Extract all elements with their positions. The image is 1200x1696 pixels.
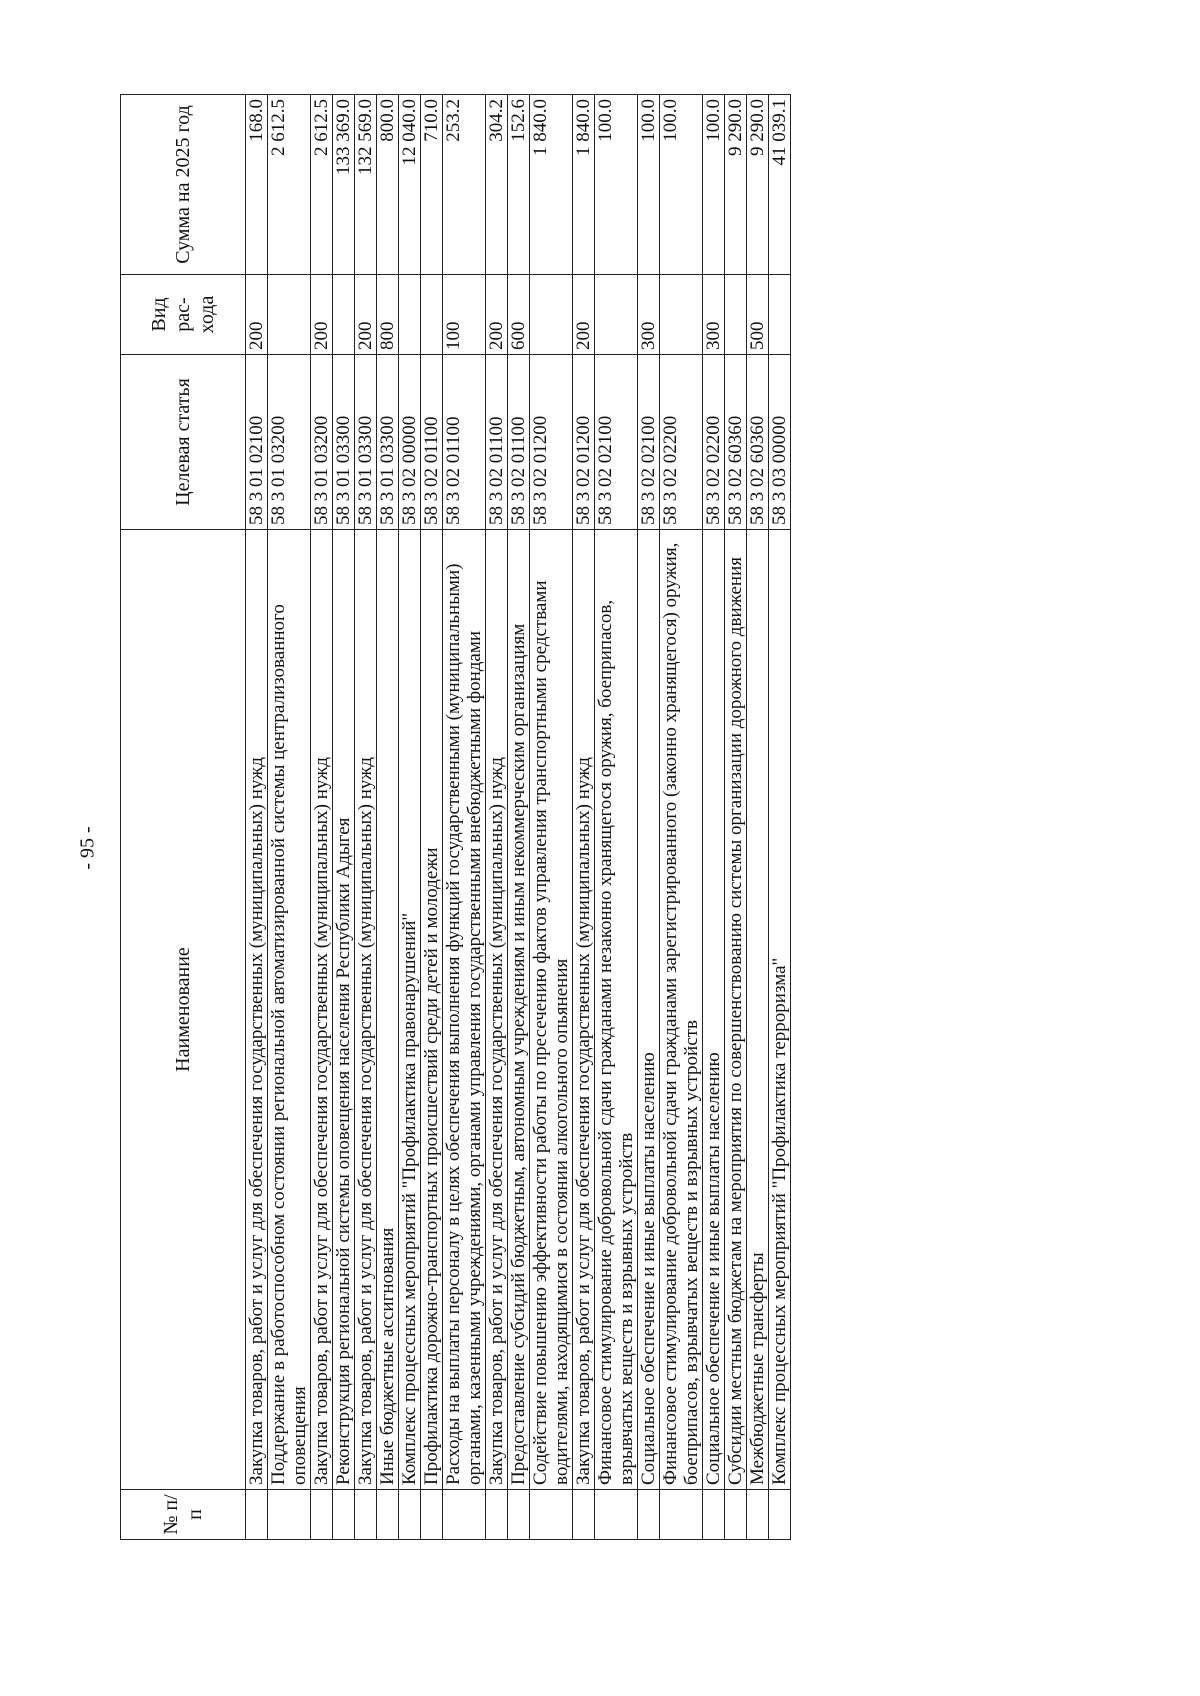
row-name: Реконструкция региональной системы оповещения населения Республики Адыгея	[333, 530, 355, 1490]
table-row	[638, 95, 660, 1540]
row-type	[530, 275, 573, 355]
row-sum: 100.0	[660, 95, 703, 275]
row-code: 58 3 01 03300	[355, 355, 377, 530]
row-num	[660, 1490, 703, 1540]
row-code: 58 3 02 02200	[660, 355, 703, 530]
row-name: Социальное обеспечение и иные выплаты населению	[703, 530, 725, 1490]
row-num	[399, 1490, 421, 1540]
row-code: 58 3 01 02100	[246, 355, 268, 530]
table-row	[246, 95, 268, 1540]
table-header-row	[121, 95, 246, 1540]
row-name: Профилактика дорожно-транспортных происшествий среди детей и молодежи	[421, 530, 443, 1490]
row-num	[703, 1490, 725, 1540]
table-row	[421, 95, 443, 1540]
row-type: 600	[508, 275, 530, 355]
row-code: 58 3 02 01200	[530, 355, 573, 530]
row-sum: 9 290.0	[747, 95, 769, 275]
row-sum: 253.2	[443, 95, 486, 275]
row-code: 58 3 03 00000	[769, 355, 791, 530]
table-body	[246, 95, 791, 1540]
rotated-table-container	[120, 95, 1087, 1540]
table-row	[333, 95, 355, 1540]
row-sum: 41 039.1	[769, 95, 791, 275]
row-type	[725, 275, 747, 355]
table-row	[486, 95, 508, 1540]
row-sum: 100.0	[703, 95, 725, 275]
header-type: Вид рас-хода	[121, 275, 246, 355]
header-name: Наименование	[121, 530, 246, 1490]
row-sum: 168.0	[246, 95, 268, 275]
budget-table	[120, 94, 791, 1540]
row-name: Финансовое стимулирование добровольной сдачи гражданами незаконно хранящегося оружия, боеприпасов, взрывчатых веществ и взрывных устройств	[595, 530, 638, 1490]
row-code: 58 3 02 02200	[703, 355, 725, 530]
row-sum: 100.0	[595, 95, 638, 275]
row-num	[421, 1490, 443, 1540]
row-type	[268, 275, 311, 355]
header-sum: Сумма на 2025 год	[121, 95, 246, 275]
row-sum: 304.2	[486, 95, 508, 275]
row-code: 58 3 01 03200	[311, 355, 333, 530]
row-num	[377, 1490, 399, 1540]
row-code: 58 3 02 01100	[486, 355, 508, 530]
row-code: 58 3 02 02100	[638, 355, 660, 530]
row-sum: 710.0	[421, 95, 443, 275]
row-code: 58 3 02 01100	[508, 355, 530, 530]
row-type: 500	[747, 275, 769, 355]
table-row	[355, 95, 377, 1540]
header-num: № п/п	[121, 1490, 246, 1540]
table-row	[443, 95, 486, 1540]
row-num	[246, 1490, 268, 1540]
row-num	[530, 1490, 573, 1540]
row-name: Финансовое стимулирование добровольной сдачи гражданами зарегистрированного (законно хранящегося) оружия, боеприпасов, взрывчатых веществ и взрывных устройств	[660, 530, 703, 1490]
row-name: Закупка товаров, работ и услуг для обеспечения государственных (муниципальных) нужд	[486, 530, 508, 1490]
row-name: Закупка товаров, работ и услуг для обеспечения государственных (муниципальных) нужд	[246, 530, 268, 1490]
row-code: 58 3 01 03300	[377, 355, 399, 530]
row-num	[573, 1490, 595, 1540]
row-type: 800	[377, 275, 399, 355]
row-code: 58 3 02 00000	[399, 355, 421, 530]
row-sum: 1 840.0	[573, 95, 595, 275]
row-type: 200	[311, 275, 333, 355]
row-name: Закупка товаров, работ и услуг для обеспечения государственных (муниципальных) нужд	[311, 530, 333, 1490]
row-sum: 2 612.5	[311, 95, 333, 275]
table-row	[268, 95, 311, 1540]
row-sum: 133 369.0	[333, 95, 355, 275]
row-type	[333, 275, 355, 355]
row-type: 200	[246, 275, 268, 355]
row-name: Социальное обеспечение и иные выплаты населению	[638, 530, 660, 1490]
row-num	[486, 1490, 508, 1540]
table-row	[747, 95, 769, 1540]
row-num	[355, 1490, 377, 1540]
header-code: Целевая статья	[121, 355, 246, 530]
table-row	[311, 95, 333, 1540]
row-sum: 100.0	[638, 95, 660, 275]
row-name: Межбюджетные трансферты	[747, 530, 769, 1490]
table-row	[377, 95, 399, 1540]
row-num	[311, 1490, 333, 1540]
table-row	[508, 95, 530, 1540]
row-code: 58 3 02 60360	[725, 355, 747, 530]
row-code: 58 3 02 01200	[573, 355, 595, 530]
table-row	[573, 95, 595, 1540]
row-name: Содействие повышению эффективности работы по пресечению фактов управления транспортными средствами водителями, находящимися в состоянии алкогольного опьянения	[530, 530, 573, 1490]
row-num	[333, 1490, 355, 1540]
row-num	[638, 1490, 660, 1540]
table-row	[703, 95, 725, 1540]
row-sum: 12 040.0	[399, 95, 421, 275]
row-sum: 800.0	[377, 95, 399, 275]
row-num	[595, 1490, 638, 1540]
row-name: Закупка товаров, работ и услуг для обеспечения государственных (муниципальных) нужд	[355, 530, 377, 1490]
table-row	[530, 95, 573, 1540]
row-type	[421, 275, 443, 355]
row-type	[399, 275, 421, 355]
row-num	[268, 1490, 311, 1540]
row-sum: 152.6	[508, 95, 530, 275]
row-sum: 2 612.5	[268, 95, 311, 275]
row-type: 100	[443, 275, 486, 355]
row-name: Предоставление субсидий бюджетным, автономным учреждениям и иным некоммерческим организациям	[508, 530, 530, 1490]
row-type	[660, 275, 703, 355]
row-name: Иные бюджетные ассигнования	[377, 530, 399, 1490]
row-sum: 9 290.0	[725, 95, 747, 275]
row-type: 200	[486, 275, 508, 355]
row-num	[725, 1490, 747, 1540]
row-type: 300	[638, 275, 660, 355]
row-name: Поддержание в работоспособном состоянии региональной автоматизированной системы централизованного оповещения	[268, 530, 311, 1490]
row-sum: 1 840.0	[530, 95, 573, 275]
row-name: Субсидии местным бюджетам на мероприятия по совершенствованию системы организации дорожного движения	[725, 530, 747, 1490]
row-name: Комплекс процессных мероприятий "Профилактика терроризма"	[769, 530, 791, 1490]
row-type	[595, 275, 638, 355]
row-num	[508, 1490, 530, 1540]
row-num	[443, 1490, 486, 1540]
row-code: 58 3 02 01100	[421, 355, 443, 530]
row-num	[769, 1490, 791, 1540]
row-code: 58 3 02 60360	[747, 355, 769, 530]
row-code: 58 3 02 02100	[595, 355, 638, 530]
row-code: 58 3 02 01100	[443, 355, 486, 530]
row-type: 300	[703, 275, 725, 355]
row-num	[747, 1490, 769, 1540]
table-row	[660, 95, 703, 1540]
row-type: 200	[573, 275, 595, 355]
row-name: Расходы на выплаты персоналу в целях обеспечения выполнения функций государственными (муниципальными) органами, казенными учреждениями, органами управления государственными внебюджетными фондами	[443, 530, 486, 1490]
row-type: 200	[355, 275, 377, 355]
row-type	[769, 275, 791, 355]
table-row	[725, 95, 747, 1540]
table-row	[595, 95, 638, 1540]
table-row	[399, 95, 421, 1540]
page-number: - 95 -	[76, 826, 99, 870]
row-name: Закупка товаров, работ и услуг для обеспечения государственных (муниципальных) нужд	[573, 530, 595, 1490]
row-name: Комплекс процессных мероприятий "Профилактика правонарушений"	[399, 530, 421, 1490]
row-sum: 132 569.0	[355, 95, 377, 275]
table-row	[769, 95, 791, 1540]
row-code: 58 3 01 03300	[333, 355, 355, 530]
row-code: 58 3 01 03200	[268, 355, 311, 530]
